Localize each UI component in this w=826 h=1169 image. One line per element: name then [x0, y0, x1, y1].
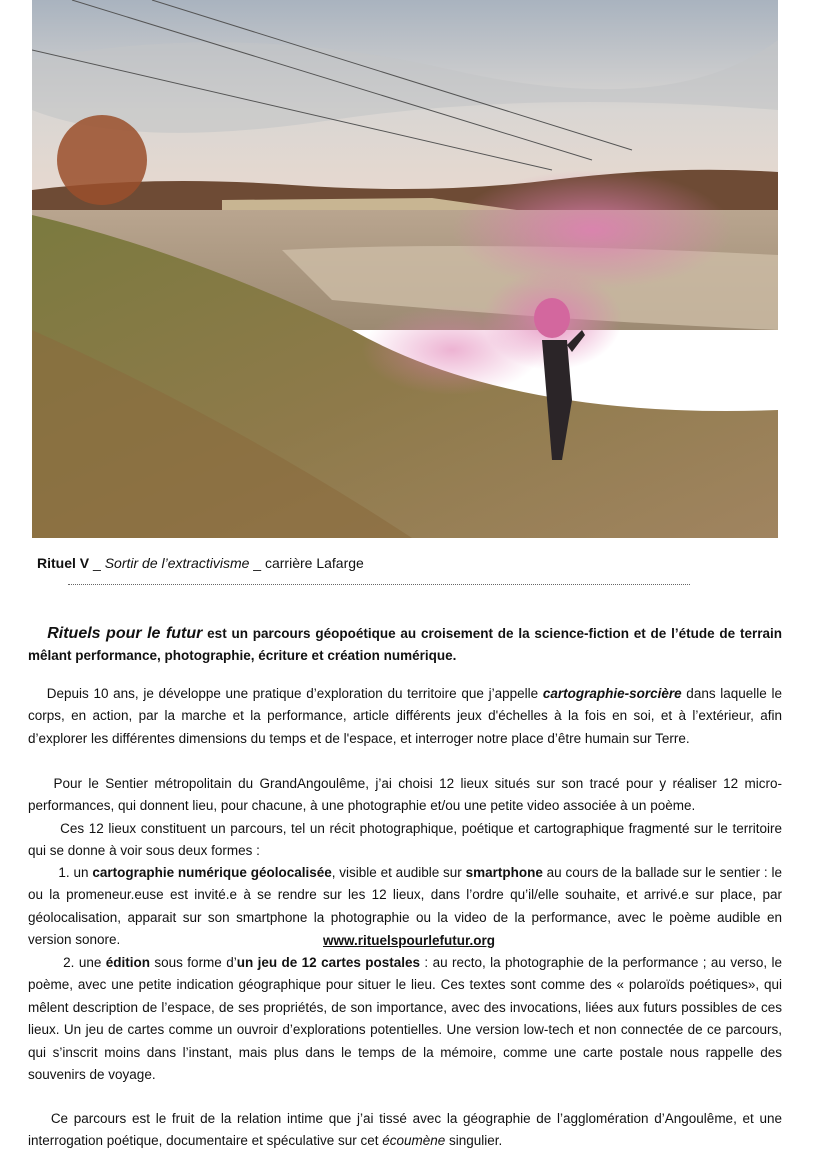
paragraph-text: singulier.: [445, 1133, 503, 1149]
quarry-photo: [32, 0, 778, 538]
list-text: , visible et audible sur: [331, 865, 466, 880]
list-bold: cartographie numérique géolocalisée: [92, 865, 332, 880]
list-bold: édition: [105, 955, 150, 970]
emphasis-term: cartographie-sorcière: [542, 686, 682, 701]
emphasis-term: écoumène: [382, 1133, 446, 1149]
list-bold: un jeu de 12 cartes postales: [236, 955, 421, 970]
paragraph-lieux: [28, 818, 782, 863]
caption-sep: _: [89, 555, 105, 571]
list-item-edition: [28, 952, 782, 1086]
list-text: 1. un: [58, 865, 93, 880]
paragraph-conclusion: [28, 1108, 782, 1153]
caption-ritual: Rituel V: [37, 555, 90, 571]
list-bold: smartphone: [465, 865, 543, 880]
list-text: au cours de la ballade sur le sentier : le ou la promeneur.euse est invité.e à se rendre sur les 12 lieux, dans l’ordre qu’il/elle souhaite, et arrivé.e sur place, par géolocalisation, apparait sur son smartphone la photographie ou la video de la performance, avec le poème audible en version sonore.: [28, 865, 782, 948]
paragraph-text: Ces 12 lieux constituent un parcours, tel un récit photographique, poétique et cartographique fragmenté sur le territoire qui se donne à voir sous deux formes :: [28, 821, 782, 859]
list-text: : au recto, la photographie de la performance ; au verso, le poème, avec une petite indication géographique pour situer le lieu. Ces textes sont comme des « polaroïds poétiques», qui mêlent description de l’espace, de ses propriétés, de son importance, avec des invocations, liées aux futurs possibles de ces lieux. Un jeu de cartes comme un ouvroir d’explorations potentielles. Une version low-tech et non connectée de ce parcours, qui s’inscrit moins dans l’instant, mais plus dans le temps de la mémoire, comme une carte postale nous rappelle des souvenirs de voyage.: [28, 955, 782, 1083]
photo-caption: [37, 555, 364, 571]
paragraph-practice: [28, 683, 782, 750]
paragraph-text: Depuis 10 ans, je développe une pratique d’exploration du territoire que j’appelle: [46, 686, 543, 701]
lead-text: est un parcours géopoétique au croisement de la science-fiction et de l’étude de terrain mêlant performance, photographie, écriture et création numérique.: [28, 626, 782, 664]
list-text: 2. une: [63, 955, 106, 970]
website-link[interactable]: www.rituelspourlefutur.org: [323, 933, 496, 948]
caption-title: Sortir de l’extractivisme: [104, 555, 250, 571]
caption-sep: _: [249, 555, 265, 571]
lead-paragraph: [28, 623, 782, 668]
paragraph-text: dans laquelle le corps, en action, par la marche et la performance, article différents jeux d'échelles à la fois en soi, et à l’extérieur, afin d’explorer les différentes dimensions du temps et de l'espace, et interroger notre place d’être humain sur Terre.: [28, 686, 783, 746]
paragraph-text: Ce parcours est le fruit de la relation intime que j’ai tissé avec la géographie de l’agglomération d’Angoulême, et une interrogation poétique, documentaire et spéculative sur cet: [28, 1111, 783, 1149]
list-text: sous forme d’: [150, 955, 237, 970]
project-title: Rituels pour le futur: [47, 625, 203, 642]
paragraph-sentier: [28, 773, 782, 818]
dotted-divider: [68, 576, 690, 585]
paragraph-text: Pour le Sentier métropolitain du GrandAngoulême, j’ai choisi 12 lieux situés sur son tracé pour y réaliser 12 micro-performances, qui donnent lieu, pour chacune, à une photographie et/ou une petite video associée à un poème.: [28, 776, 783, 814]
caption-place: carrière Lafarge: [264, 555, 364, 571]
quarry-photo-drawing: [32, 0, 778, 538]
